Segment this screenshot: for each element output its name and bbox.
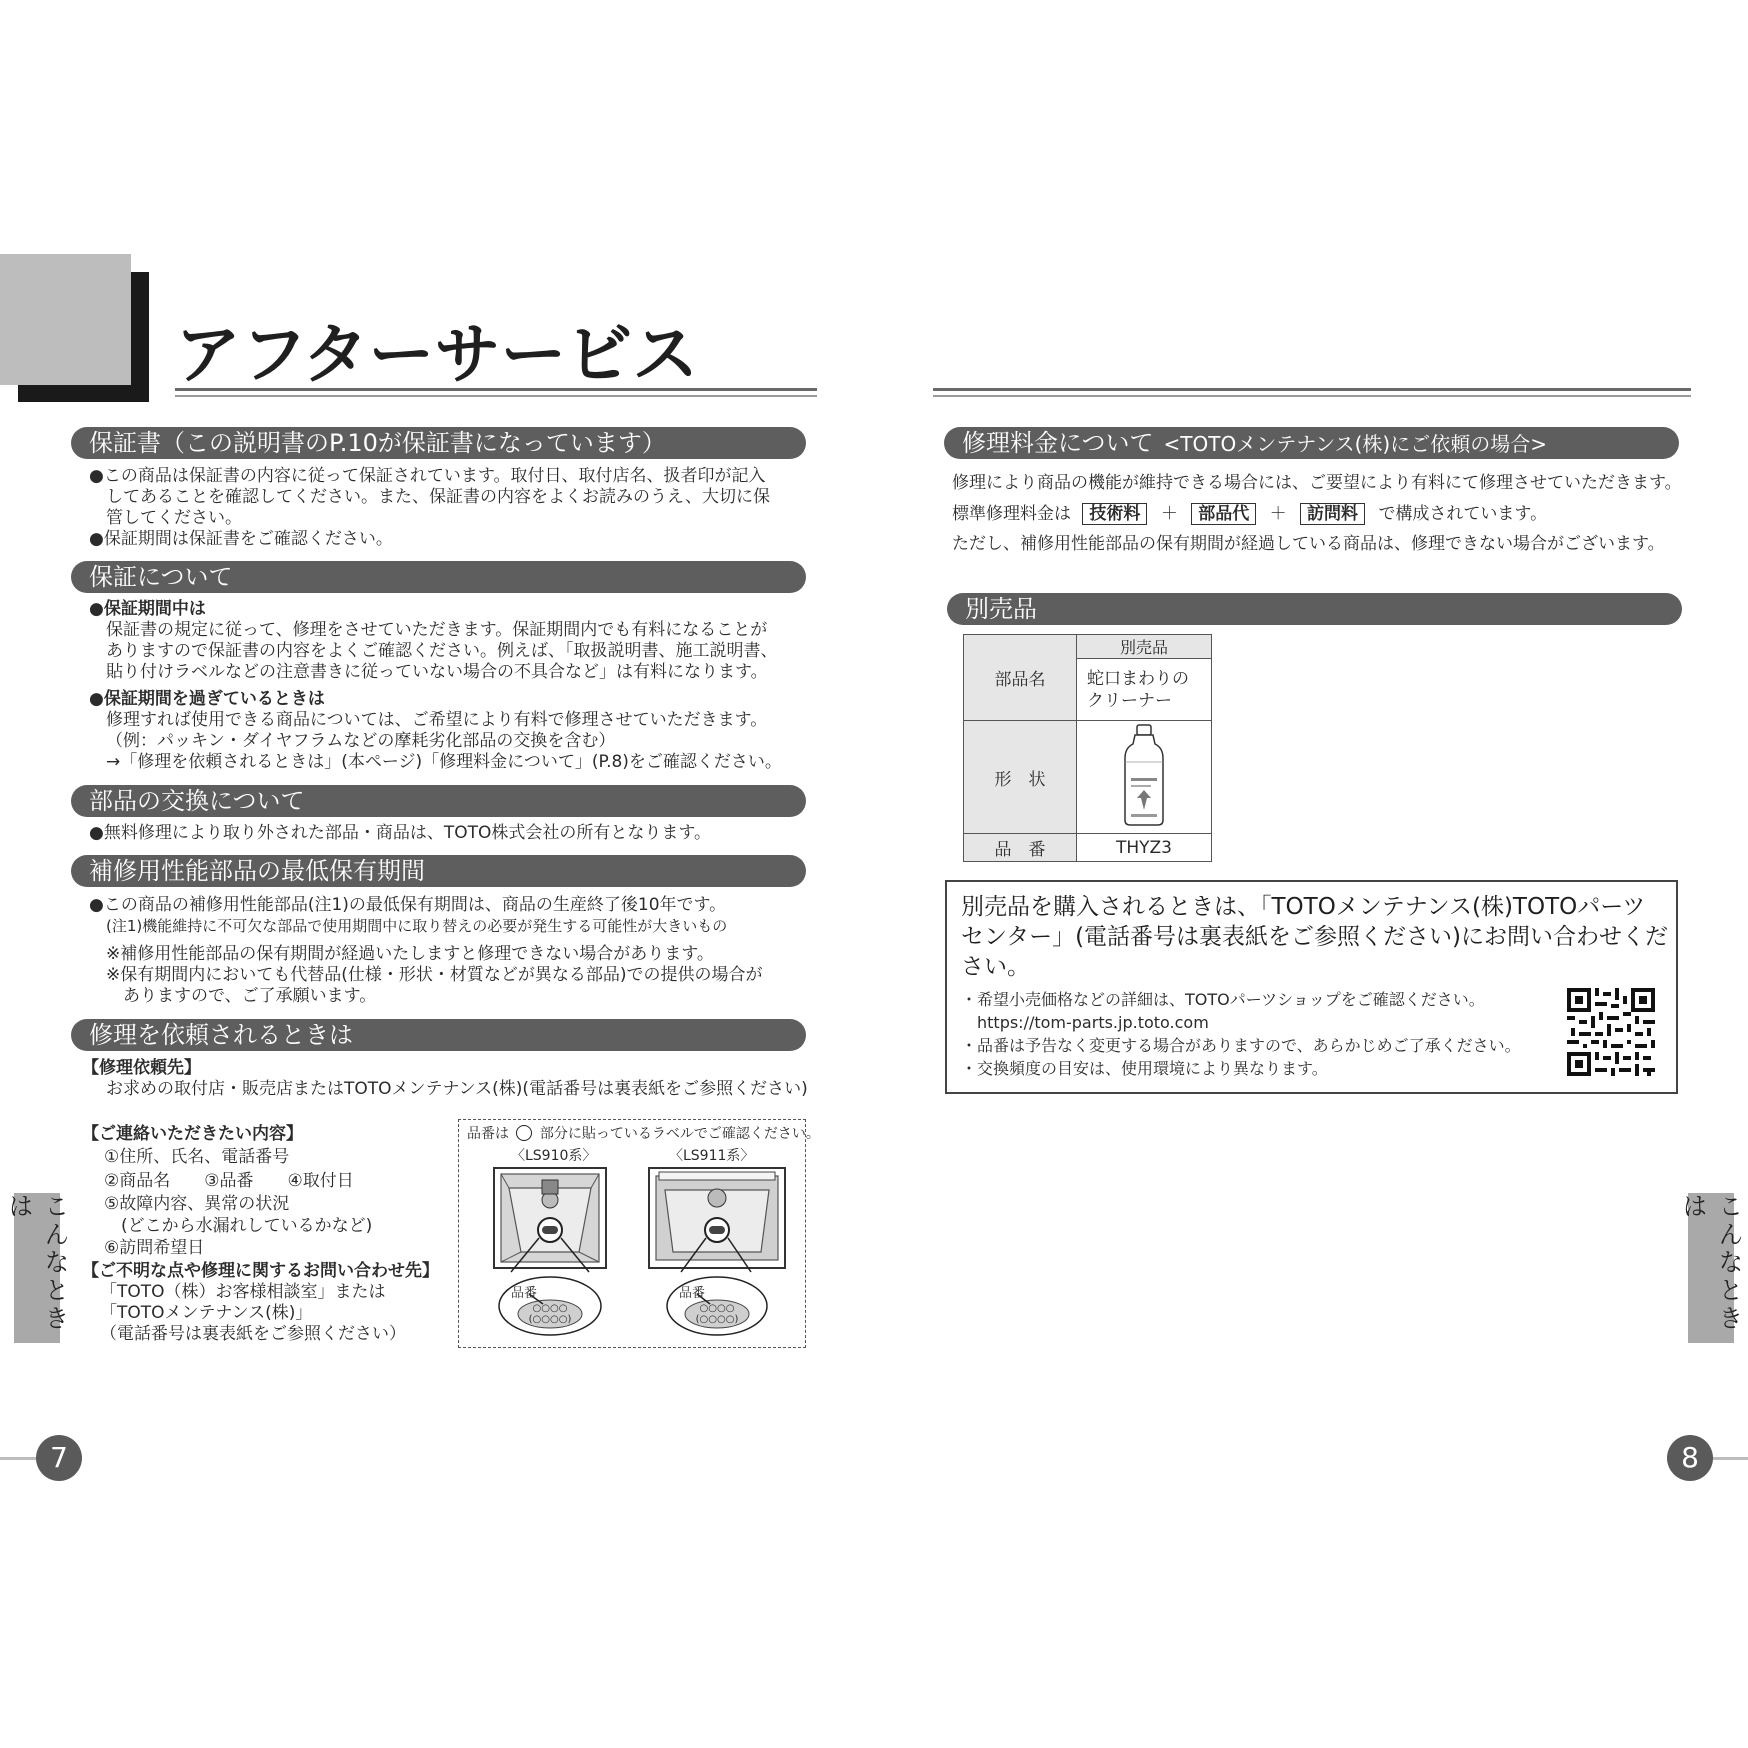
label-tag-b: 品番 bbox=[679, 1286, 706, 1301]
repair-destination: 【修理依頼先】 お求めの取付店・販売店またはTOTOメンテナンス(株)(電話番号は裏表紙をご参照ください) bbox=[82, 1058, 808, 1099]
label-code-a: ○○○○ (○○○○) bbox=[528, 1303, 572, 1325]
title-black-bracket-bottom bbox=[18, 385, 149, 402]
page-line-left bbox=[0, 1457, 40, 1460]
side-tab-left: こんなときは bbox=[14, 1193, 60, 1343]
warranty-card-text: ●この商品は保証書の内容に従って保証されています。取付日、取付店名、扱者印が記入 してあることを確認してください。また、保証書の内容をよくお読みのうえ、大切に保 管してください。 ●保証期間は保証書をご確認ください。 bbox=[89, 466, 771, 549]
row-name-label: 部品名 bbox=[964, 635, 1077, 721]
section-heading-options: 別売品 bbox=[947, 593, 1682, 625]
title-black-bracket bbox=[131, 272, 149, 402]
section-heading-warranty: 保証について bbox=[71, 561, 806, 593]
options-table bbox=[963, 634, 1212, 862]
label-code-b: ○○○○ (○○○○) bbox=[695, 1303, 739, 1325]
purchase-notes: ・希望小売価格などの詳細は、TOTOパーツショップをご確認ください。 https://tom-parts.jp.toto.com ・品番は予告なく変更する場合がありますので、あらかじめご了承ください。 ・交換頻度の目安は、使用環境により異なります。 bbox=[961, 990, 1521, 1078]
section-heading-retention: 補修用性能部品の最低保有期間 bbox=[71, 855, 806, 887]
parts-exchange-text: ●無料修理により取り外された部品・商品は、TOTO株式会社の所有となります。 bbox=[89, 823, 712, 843]
title-gray-square bbox=[0, 254, 131, 385]
right-top-rule bbox=[933, 388, 1691, 397]
page-line-right bbox=[1708, 1457, 1748, 1460]
row-name-value: 蛇口まわりの クリーナー bbox=[1077, 659, 1212, 721]
model-b-label: 〈LS911系〉 bbox=[669, 1148, 755, 1164]
row-shape-label: 形 状 bbox=[964, 721, 1077, 834]
page-number-right: 8 bbox=[1667, 1435, 1713, 1481]
fee-technical: 技術料 bbox=[1082, 503, 1147, 525]
cleaner-bottle-icon bbox=[1119, 722, 1169, 828]
parts-shop-link[interactable]: https://tom-parts.jp.toto.com bbox=[961, 1013, 1209, 1032]
figure-caption: 品番は 部分に貼っているラベルでご確認ください。 bbox=[467, 1126, 820, 1142]
repair-fee-text: 修理により商品の機能が維持できる場合には、ご要望により有料にて修理させていただきます。 標準修理料金は 技術料 ＋ 部品代 ＋ 訪問料 で構成されています。 ただし、補修用性能部品の保有期間が経過している商品は、修理できない場合がございます。 bbox=[952, 473, 1682, 554]
page-number-left: 7 bbox=[36, 1435, 82, 1481]
title-underline bbox=[175, 388, 817, 397]
purchase-main-text: 別売品を購入されるときは、「TOTOメンテナンス(株)TOTOパーツ センター」(電話番号は裏表紙をご参照ください)にお問い合わせくだ さい。 bbox=[961, 894, 1669, 980]
warranty-text: ●保証期間中は 保証書の規定に従って、修理をさせていただきます。保証期間内でも有料になることが ありますので保証書の内容をよくご確認ください。例えば、「取扱説明書、施工説明書、 貼り付けラベルなどの注意書きに従っていない場合の不具合など」は有料になります。 ●保証期間を過ぎているときは 修理すれば使用できる商品については、ご希望により有料で修理させていただきます。 （例：パッキン・ダイヤフラムなどの摩耗劣化部品の交換を含む） →「修理を依頼されるときは」(本ページ)「修理料金について」(P.8)をご確認ください。 bbox=[89, 599, 782, 772]
col-header: 別売品 bbox=[1077, 635, 1212, 659]
label-tag-a: 品番 bbox=[511, 1286, 538, 1301]
purchase-info-box bbox=[945, 880, 1678, 1094]
sink-diagrams bbox=[459, 1164, 804, 1346]
fee-parts: 部品代 bbox=[1191, 503, 1256, 525]
fee-visit: 訪問料 bbox=[1300, 503, 1365, 525]
qr-code-icon[interactable] bbox=[1567, 988, 1655, 1076]
model-a-label: 〈LS910系〉 bbox=[511, 1148, 597, 1164]
page-title: アフターサービス bbox=[175, 316, 699, 393]
section-heading-warranty-card: 保証書（この説明書のP.10が保証書になっています） bbox=[71, 427, 806, 459]
row-shape-value bbox=[1077, 721, 1212, 834]
repair-contact-info: 【ご連絡いただきたい内容】 ①住所、氏名、電話番号 ②商品名 ③品番 ④取付日 ⑤故障内容、異常の状況 (どこから水漏れしているかなど) ⑥訪問希望日 【ご不明な点や修理に関するお問い合わせ先】 「TOTO（株）お客様相談室」または 「TOTOメンテナンス(株)」 （電話番号は裏表紙をご参照ください） bbox=[82, 1124, 439, 1344]
retention-text: ●この商品の補修用性能部品(注1)の最低保有期間は、商品の生産終了後10年です。 (注1)機能維持に不可欠な部品で使用期間中に取り替えの必要が発生する可能性が大きいもの ※補修用性能部品の保有期間が経過いたしますと修理できない場合があります。 ※保有期間内においても代替品(仕様・形状・材質などが異なる部品)での提供の場合が ありますので、ご了承願います。 bbox=[89, 895, 763, 1006]
row-number-value: THYZ3 bbox=[1077, 834, 1212, 862]
side-tab-right: こんなときは bbox=[1688, 1193, 1734, 1343]
section-heading-repair-request: 修理を依頼されるときは bbox=[71, 1019, 806, 1051]
label-location-figure bbox=[458, 1119, 820, 1348]
row-number-label: 品 番 bbox=[964, 834, 1077, 862]
section-heading-repair-fee: 修理料金について <TOTOメンテナンス(株)にご依頼の場合> bbox=[944, 427, 1679, 459]
circle-marker-icon bbox=[516, 1125, 532, 1141]
section-heading-parts-exchange: 部品の交換について bbox=[71, 785, 806, 817]
